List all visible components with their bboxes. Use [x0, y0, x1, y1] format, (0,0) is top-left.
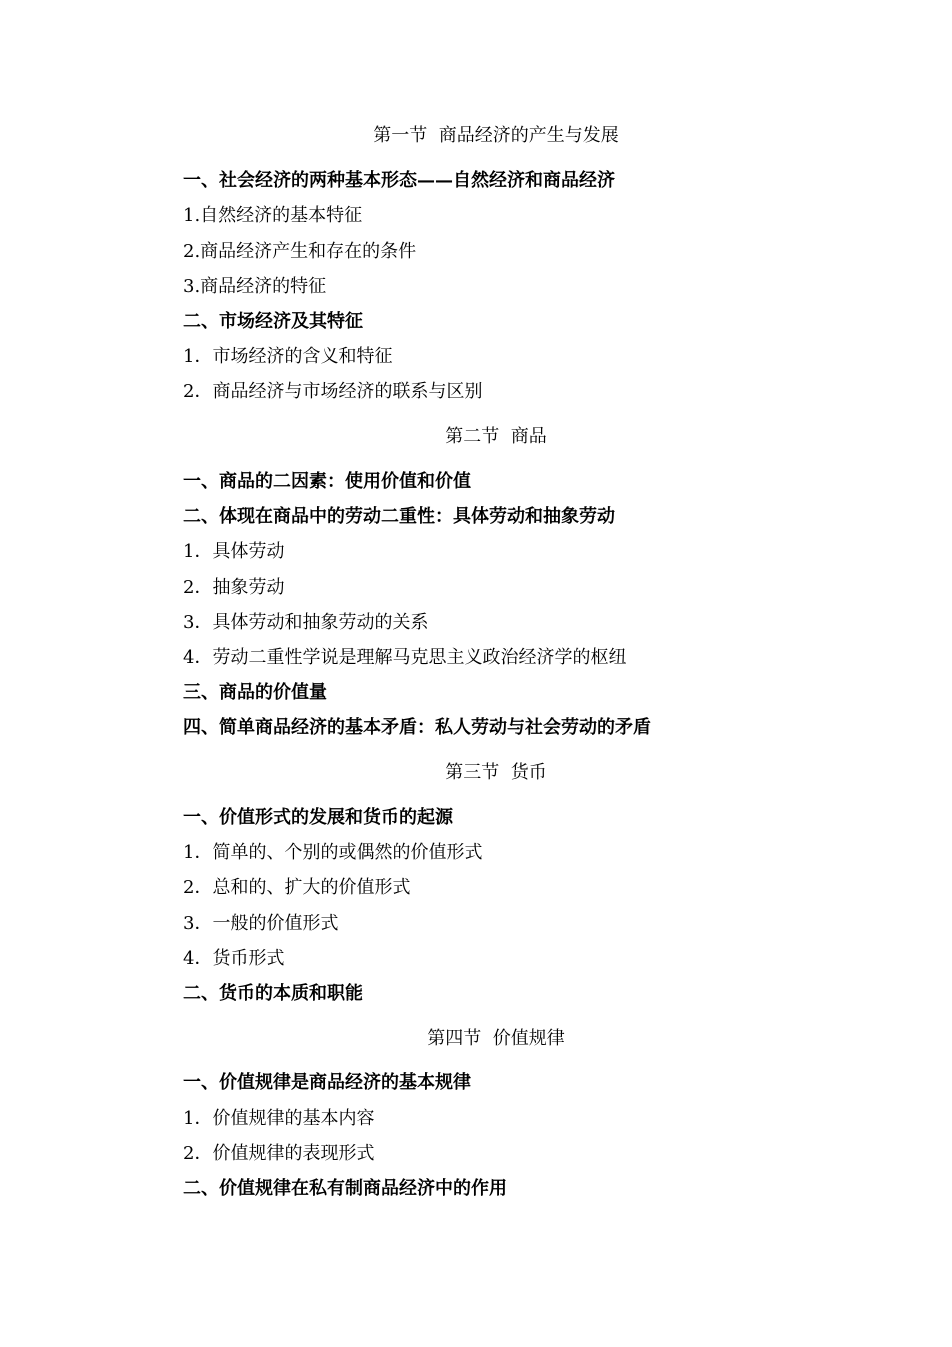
outline-item: 四、简单商品经济的基本矛盾：私人劳动与社会劳动的矛盾	[183, 717, 651, 738]
outline-item: 二、市场经济及其特征	[183, 311, 363, 332]
outline-item: 2.商品经济产生和存在的条件	[183, 241, 417, 262]
outline-item: 3.商品经济的特征	[183, 276, 327, 297]
outline-item: 二、体现在商品中的劳动二重性：具体劳动和抽象劳动	[183, 506, 615, 527]
outline-item: 一、社会经济的两种基本形态——自然经济和商品经济	[183, 170, 615, 191]
section-heading: 第三节 货币	[445, 762, 547, 783]
outline-item: 2．总和的、扩大的价值形式	[183, 877, 411, 898]
outline-item: 一、价值形式的发展和货币的起源	[183, 807, 453, 828]
outline-item: 二、价值规律在私有制商品经济中的作用	[183, 1178, 507, 1199]
outline-item: 2．商品经济与市场经济的联系与区别	[183, 381, 483, 402]
outline-item: 4．货币形式	[183, 948, 285, 969]
outline-item: 2．价值规律的表现形式	[183, 1143, 375, 1164]
outline-item: 三、商品的价值量	[183, 682, 327, 703]
outline-item: 1.自然经济的基本特征	[183, 205, 363, 226]
outline-item: 一、商品的二因素：使用价值和价值	[183, 471, 471, 492]
section-heading: 第四节 价值规律	[427, 1028, 565, 1049]
outline-item: 1．简单的、个别的或偶然的价值形式	[183, 842, 483, 863]
outline-item: 1．价值规律的基本内容	[183, 1108, 375, 1129]
outline-item: 1．市场经济的含义和特征	[183, 346, 393, 367]
outline-item: 二、货币的本质和职能	[183, 983, 363, 1004]
outline-item: 4．劳动二重性学说是理解马克思主义政治经济学的枢纽	[183, 647, 627, 668]
outline-item: 3．具体劳动和抽象劳动的关系	[183, 612, 429, 633]
outline-item: 2．抽象劳动	[183, 577, 285, 598]
outline-item: 一、价值规律是商品经济的基本规律	[183, 1072, 471, 1093]
section-heading: 第一节 商品经济的产生与发展	[373, 125, 619, 146]
outline-item: 3．一般的价值形式	[183, 913, 339, 934]
outline-item: 1．具体劳动	[183, 541, 285, 562]
section-heading: 第二节 商品	[445, 426, 547, 447]
